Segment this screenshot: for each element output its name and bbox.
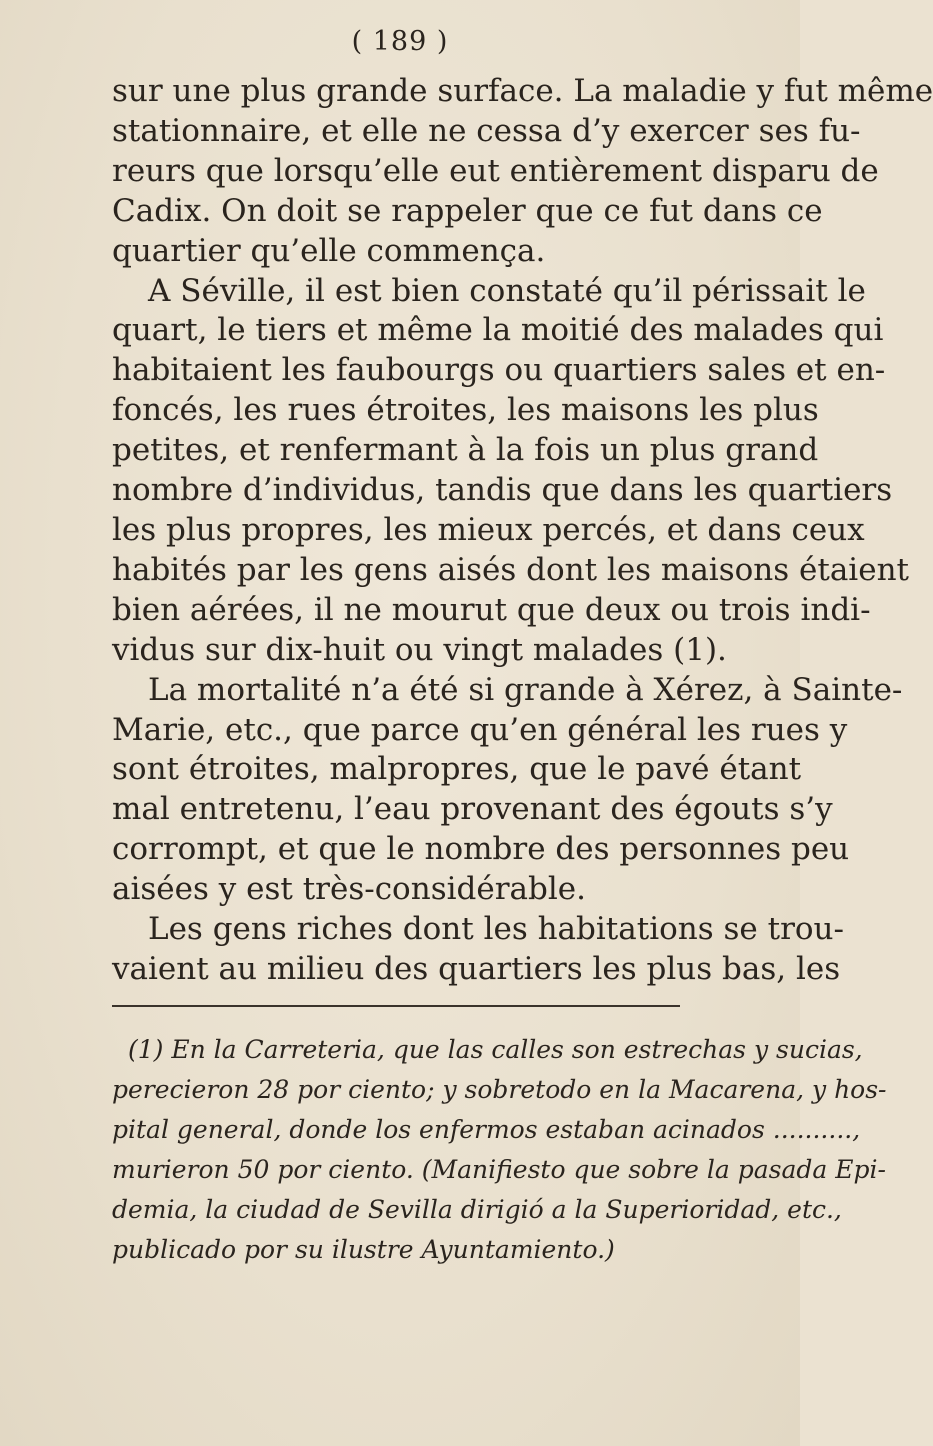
body-line: sur une plus grande surface. La maladie y fut même — [112, 73, 933, 109]
body-line: Marie, etc., que parce qu’en général les rues y — [112, 712, 848, 748]
body-line: bien aérées, il ne mourut que deux ou trois indi- — [112, 592, 871, 628]
footnote-line: demia, la ciudad de Sevilla dirigió a la Superioridad, etc., — [112, 1195, 842, 1224]
footnote-separator — [112, 1005, 680, 1007]
footnote-line: murieron 50 por ciento. (Manifiesto que sobre la pasada Epi- — [112, 1155, 886, 1184]
footnote-line: (1) En la Carreteria, que las calles son estrechas y sucias, — [128, 1035, 863, 1064]
body-line: vaient au milieu des quartiers les plus bas, les — [112, 951, 841, 987]
body-line: Les gens riches dont les habitations se trou- — [148, 911, 844, 947]
body-line: petites, et renfermant à la fois un plus grand — [112, 432, 819, 468]
body-line: les plus propres, les mieux percés, et dans ceux — [112, 512, 865, 548]
body-line: reurs que lorsqu’elle eut entièrement disparu de — [112, 153, 879, 189]
footnote-line: pital general, donde los enfermos estaban acinados .........., — [112, 1115, 861, 1144]
footnote-line: perecieron 28 por ciento; y sobretodo en la Macarena, y hos- — [112, 1075, 887, 1104]
body-line: quart, le tiers et même la moitié des malades qui — [112, 312, 884, 348]
body-line: quartier qu’elle commença. — [112, 233, 546, 269]
body-line: foncés, les rues étroites, les maisons les plus — [112, 392, 819, 428]
body-line: stationnaire, et elle ne cessa d’y exercer ses fu- — [112, 113, 861, 149]
body-line: A Séville, il est bien constaté qu’il périssait le — [148, 273, 866, 309]
footnote-line: publicado por su ilustre Ayuntamiento.) — [112, 1235, 615, 1264]
body-line: Cadix. On doit se rappeler que ce fut dans ce — [112, 193, 823, 229]
body-line: habités par les gens aisés dont les maisons étaient — [112, 552, 909, 588]
body-line: corrompt, et que le nombre des personnes peu — [112, 831, 850, 867]
body-line: La mortalité n’a été si grande à Xérez, à Sainte- — [148, 672, 903, 708]
page-number: ( 189 ) — [351, 26, 449, 57]
body-line: aisées y est très-considérable. — [112, 871, 586, 907]
body-line: mal entretenu, l’eau provenant des égouts s’y — [112, 791, 833, 827]
body-line: nombre d’individus, tandis que dans les quartiers — [112, 472, 893, 508]
body-line: habitaient les faubourgs ou quartiers sales et en- — [112, 352, 886, 388]
body-line: sont étroites, malpropres, que le pavé étant — [112, 751, 802, 787]
body-line: vidus sur dix-huit ou vingt malades (1). — [112, 632, 727, 668]
